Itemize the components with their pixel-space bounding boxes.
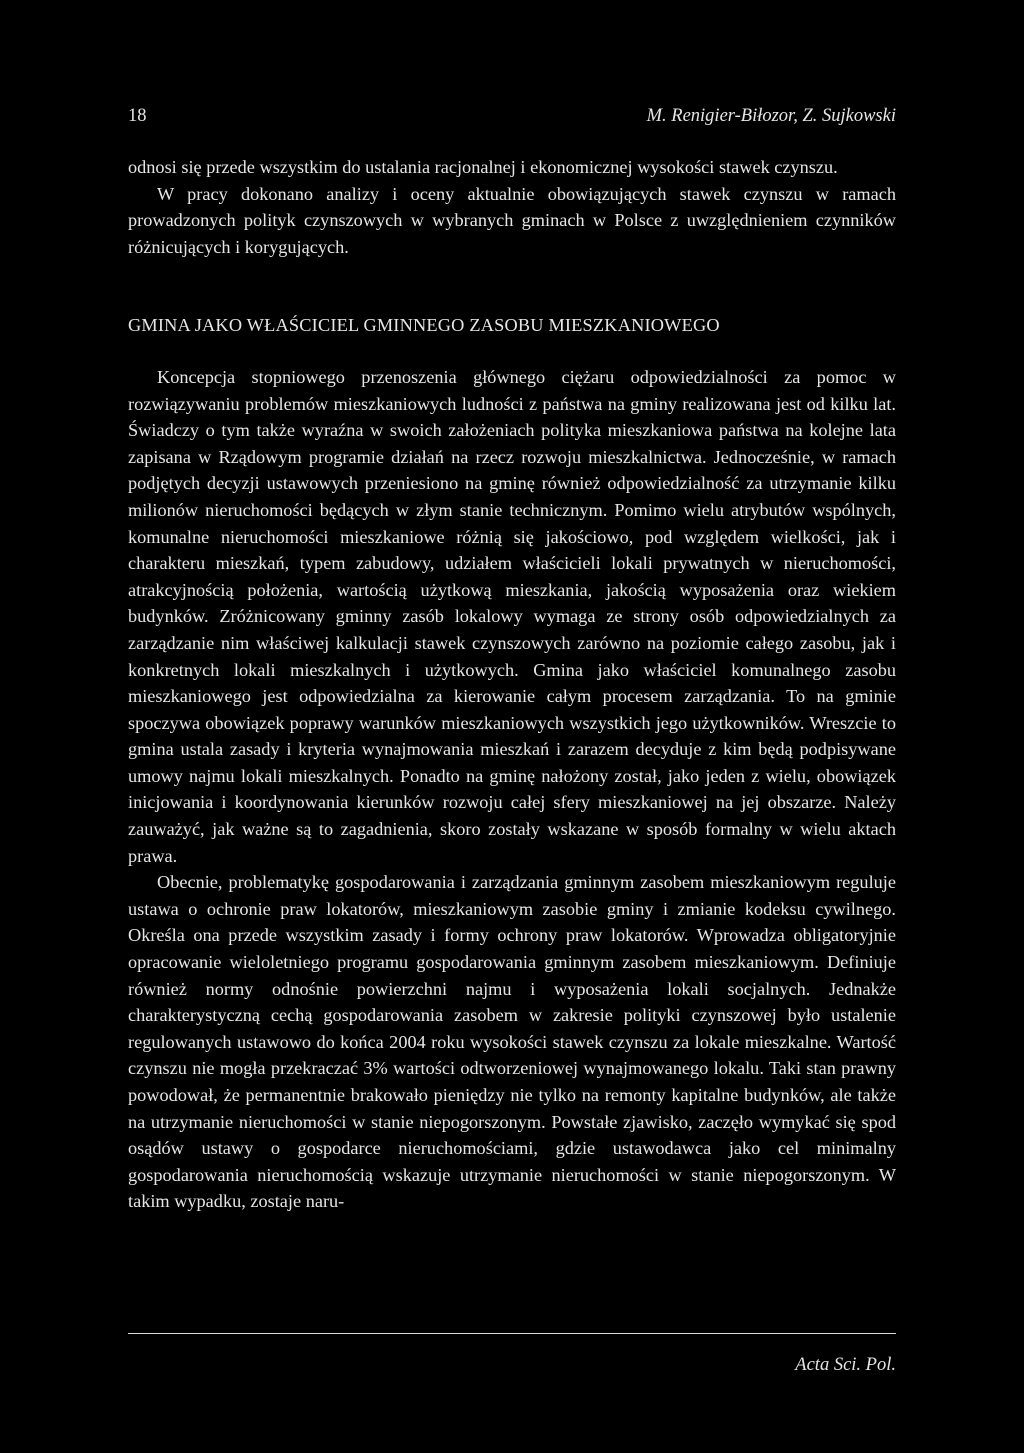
- continued-paragraph: odnosi się przede wszystkim do ustalania racjonalnej i ekonomicznej wysokości stawek czynszu.: [128, 157, 838, 177]
- intro-paragraph: W pracy dokonano analizy i oceny aktualnie obowiązujących stawek czynszu w ramach prowadzonych polityk czynszowych w wybranych gminach w Polsce z uwzględnieniem czynników różnicujących i korygujących.: [128, 183, 896, 257]
- body-paragraph-2: Obecnie, problematykę gospodarowania i zarządzania gminnym zasobem mieszkaniowym reguluje ustawa o ochronie praw lokatorów, mieszkaniowym zasobie gminy i zmianie kodeksu cywilnego. Określa ona przede wszystkim zasady i formy ochrony praw lokatorów. Wprowadza obligatoryjnie opracowanie wieloletniego programu gospodarowania gminnym zasobem mieszkaniowym. Definiuje również normy odnośnie powierzchni najmu i wyposażenia lokali socjalnych. Jednakże charakterystyczną cechą gospodarowania zasobem w zakresie polityki czynszowej było ustalenie regulowanych ustawowo do końca 2004 roku wysokości stawek czynszu za lokale mieszkalne. Wartość czynszu nie mogła przekraczać 3% wartości odtworzeniowej wynajmowanego lokalu. Taki stan prawny powodował, że permanentnie brakowało pieniędzy nie tylko na remonty kapitalne budynków, ale także na utrzymanie nieruchomości w stanie niepogorszonym. Powstałe zjawisko, zaczęło wymykać się spod osądów ustawy o gospodarce nieruchomościami, gdzie ustawodawca jako cel minimalny gospodarowania nieruchomością wskazuje utrzymanie nieruchomości w stanie niepogorszonym. W takim wypadku, zostaje naru-: [128, 872, 896, 1212]
- body-text: [128, 154, 896, 1215]
- document-page: [128, 0, 896, 1453]
- page-number: 18: [128, 106, 147, 126]
- running-head-authors: M. Renigier-Biłozor, Z. Sujkowski: [646, 106, 896, 126]
- section-heading: GMINA JAKO WŁAŚCICIEL GMINNEGO ZASOBU MIESZKANIOWEGO: [128, 315, 720, 336]
- body-paragraph-1: Koncepcja stopniowego przenoszenia głównego ciężaru odpowiedzialności za pomoc w rozwiązywaniu problemów mieszkaniowych ludności z państwa na gminy realizowana jest od kilku lat. Świadczy o tym także wyraźna w swoich założeniach polityka mieszkaniowa państwa na kolejne lata zapisana w Rządowym programie działań na rzecz rozwoju mieszkalnictwa. Jednocześnie, w ramach podjętych decyzji ustawowych przeniesiono na gminę również odpowiedzialność za utrzymanie kilku milionów nieruchomości będących w złym stanie technicznym. Pomimo wielu atrybutów wspólnych, komunalne nieruchomości mieszkaniowe różnią się jakościowo, pod względem wielkości, jak i charakteru mieszkań, typem zabudowy, udziałem właścicieli lokali prywatnych w nieruchomości, atrakcyjnością położenia, wartością użytkową mieszkania, jakością wyposażenia oraz wiekiem budynków. Zróżnicowany gminny zasób lokalowy wymaga ze strony osób odpowiedzialnych za zarządzanie nim właściwej kalkulacji stawek czynszowych zarówno na poziomie całego zasobu, jak i konkretnych lokali mieszkalnych i użytkowych. Gmina jako właściciel komunalnego zasobu mieszkaniowego jest odpowiedzialna za kierowanie całym procesem zarządzania. To na gminie spoczywa obowiązek poprawy warunków mieszkaniowych wszystkich jego użytkowników. Wreszcie to gmina ustala zasady i kryteria wynajmowania mieszkań i zarazem decyduje z kim będą podpisywane umowy najmu lokali mieszkalnych. Ponadto na gminę nałożony został, jako jeden z wielu, obowiązek inicjowania i koordynowania kierunków rozwoju całej sfery mieszkaniowej na jej obszarze. Należy zauważyć, jak ważne są to zagadnienia, skoro zostały wskazane w sposób formalny w wielu aktach prawa.: [128, 366, 896, 866]
- journal-name: Acta Sci. Pol.: [795, 1355, 896, 1375]
- running-head: [128, 103, 896, 129]
- footer-rule: [128, 1333, 896, 1334]
